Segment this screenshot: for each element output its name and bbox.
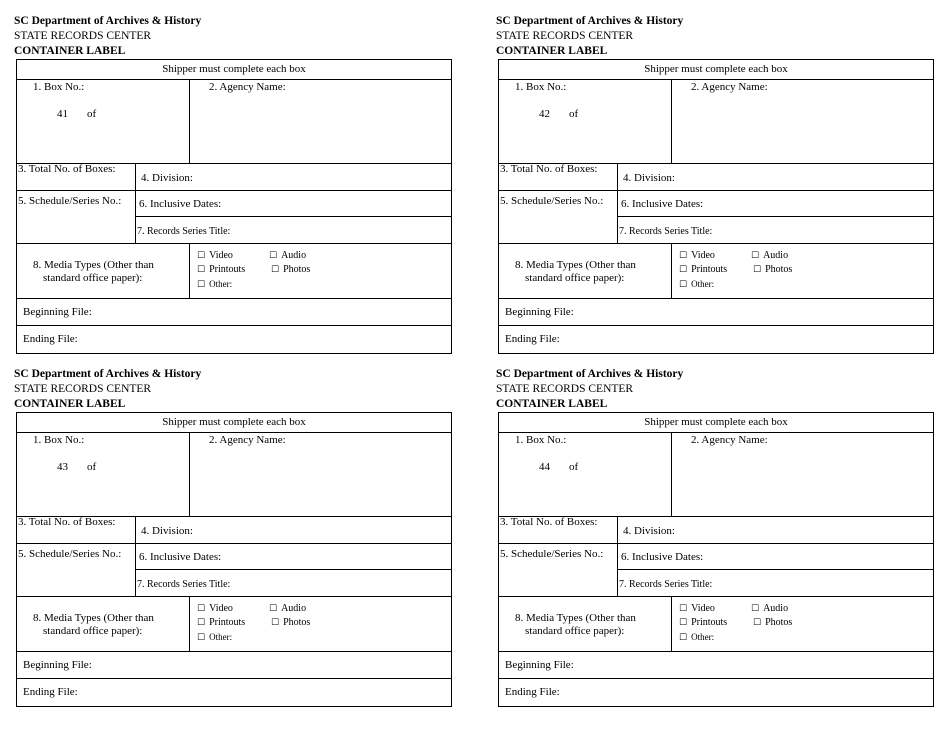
records-center: STATE RECORDS CENTER	[496, 383, 634, 395]
printouts-checkbox[interactable]: ☐ Printouts	[679, 264, 728, 275]
total-boxes-label: 3. Total No. of Boxes:	[18, 163, 116, 175]
box-number-value[interactable]: 44	[539, 461, 550, 473]
checkbox-icon: ☐	[197, 618, 206, 628]
checkbox-icon: ☐	[679, 604, 688, 614]
records-series-title-label: 7. Records Series Title:	[137, 579, 231, 590]
checkbox-icon: ☐	[197, 604, 206, 614]
audio-checkbox[interactable]: ☐ Audio	[751, 250, 789, 261]
schedule-series-label: 5. Schedule/Series No.:	[18, 548, 122, 560]
container-label	[496, 14, 936, 345]
media-types-label-line2: standard office paper):	[43, 272, 143, 284]
department-name: SC Department of Archives & History	[496, 15, 684, 27]
ending-file-label: Ending File:	[23, 686, 78, 698]
other-checkbox[interactable]: ☐ Other:	[197, 632, 233, 643]
media-types-label-line1: 8. Media Types (Other than	[33, 612, 154, 624]
instruction-text: Shipper must complete each box	[644, 63, 788, 75]
agency-name-label: 2. Agency Name:	[209, 81, 286, 93]
instruction-text: Shipper must complete each box	[162, 416, 306, 428]
audio-checkbox[interactable]: ☐ Audio	[751, 603, 789, 614]
checkbox-icon: ☐	[197, 251, 206, 261]
media-types-label-line1: 8. Media Types (Other than	[33, 259, 154, 271]
photos-checkbox[interactable]: ☐ Photos	[753, 264, 793, 275]
media-types-label-line1: 8. Media Types (Other than	[515, 259, 636, 271]
media-types-label-line2: standard office paper):	[525, 272, 625, 284]
checkbox-icon: ☐	[751, 251, 760, 261]
department-name: SC Department of Archives & History	[14, 15, 202, 27]
audio-checkbox[interactable]: ☐ Audio	[269, 603, 307, 614]
checkbox-icon: ☐	[679, 618, 688, 628]
printouts-checkbox[interactable]: ☐ Printouts	[197, 617, 246, 628]
of-label: of	[569, 461, 579, 473]
printouts-checkbox[interactable]: ☐ Printouts	[197, 264, 246, 275]
checkbox-icon: ☐	[271, 618, 280, 628]
ending-file-label: Ending File:	[23, 333, 78, 345]
checkbox-icon: ☐	[753, 618, 762, 628]
photos-checkbox[interactable]: ☐ Photos	[753, 617, 793, 628]
video-checkbox[interactable]: ☐ Video	[197, 250, 233, 261]
video-checkbox[interactable]: ☐ Video	[197, 603, 233, 614]
box-number-value[interactable]: 41	[57, 108, 68, 120]
checkbox-icon: ☐	[679, 265, 688, 275]
records-center: STATE RECORDS CENTER	[496, 30, 634, 42]
agency-name-label: 2. Agency Name:	[691, 81, 768, 93]
division-label: 4. Division:	[141, 172, 193, 184]
other-checkbox[interactable]: ☐ Other:	[679, 279, 715, 290]
checkbox-icon: ☐	[197, 265, 206, 275]
label-title: CONTAINER LABEL	[496, 398, 608, 410]
total-boxes-label: 3. Total No. of Boxes:	[500, 516, 598, 528]
label-form	[498, 412, 934, 707]
checkbox-icon: ☐	[269, 251, 278, 261]
records-series-title-label: 7. Records Series Title:	[619, 579, 713, 590]
schedule-series-label: 5. Schedule/Series No.:	[18, 195, 122, 207]
division-label: 4. Division:	[141, 525, 193, 537]
agency-name-label: 2. Agency Name:	[209, 434, 286, 446]
beginning-file-label: Beginning File:	[23, 659, 92, 671]
ending-file-label: Ending File:	[505, 333, 560, 345]
schedule-series-label: 5. Schedule/Series No.:	[500, 548, 604, 560]
media-types-label-line2: standard office paper):	[43, 625, 143, 637]
media-types-label-line2: standard office paper):	[525, 625, 625, 637]
beginning-file-label: Beginning File:	[23, 306, 92, 318]
inclusive-dates-label: 6. Inclusive Dates:	[139, 198, 222, 210]
instruction-text: Shipper must complete each box	[644, 416, 788, 428]
checkbox-icon: ☐	[271, 265, 280, 275]
video-checkbox[interactable]: ☐ Video	[679, 603, 715, 614]
total-boxes-label: 3. Total No. of Boxes:	[500, 163, 598, 175]
box-no-label: 1. Box No.:	[33, 434, 85, 446]
records-series-title-label: 7. Records Series Title:	[619, 226, 713, 237]
photos-checkbox[interactable]: ☐ Photos	[271, 264, 311, 275]
department-name: SC Department of Archives & History	[496, 368, 684, 380]
beginning-file-label: Beginning File:	[505, 306, 574, 318]
box-no-label: 1. Box No.:	[515, 434, 567, 446]
box-no-label: 1. Box No.:	[515, 81, 567, 93]
label-form	[498, 59, 934, 354]
division-label: 4. Division:	[623, 525, 675, 537]
checkbox-icon: ☐	[679, 633, 688, 643]
of-label: of	[569, 108, 579, 120]
ending-file-label: Ending File:	[505, 686, 560, 698]
records-center: STATE RECORDS CENTER	[14, 383, 152, 395]
video-checkbox[interactable]: ☐ Video	[679, 250, 715, 261]
checkbox-icon: ☐	[679, 251, 688, 261]
total-boxes-label: 3. Total No. of Boxes:	[18, 516, 116, 528]
checkbox-icon: ☐	[269, 604, 278, 614]
container-label	[496, 367, 936, 698]
photos-checkbox[interactable]: ☐ Photos	[271, 617, 311, 628]
checkbox-icon: ☐	[679, 280, 688, 290]
label-title: CONTAINER LABEL	[14, 398, 126, 410]
checkbox-icon: ☐	[753, 265, 762, 275]
container-label	[14, 367, 454, 698]
instruction-text: Shipper must complete each box	[162, 63, 306, 75]
container-label	[14, 14, 454, 345]
box-number-value[interactable]: 42	[539, 108, 550, 120]
agency-name-label: 2. Agency Name:	[691, 434, 768, 446]
box-number-value[interactable]: 43	[57, 461, 68, 473]
checkbox-icon: ☐	[751, 604, 760, 614]
records-center: STATE RECORDS CENTER	[14, 30, 152, 42]
label-form	[16, 412, 452, 707]
other-checkbox[interactable]: ☐ Other:	[197, 279, 233, 290]
label-title: CONTAINER LABEL	[14, 45, 126, 57]
inclusive-dates-label: 6. Inclusive Dates:	[621, 198, 704, 210]
printouts-checkbox[interactable]: ☐ Printouts	[679, 617, 728, 628]
records-series-title-label: 7. Records Series Title:	[137, 226, 231, 237]
label-form	[16, 59, 452, 354]
beginning-file-label: Beginning File:	[505, 659, 574, 671]
checkbox-icon: ☐	[197, 633, 206, 643]
inclusive-dates-label: 6. Inclusive Dates:	[621, 551, 704, 563]
label-title: CONTAINER LABEL	[496, 45, 608, 57]
of-label: of	[87, 108, 97, 120]
media-types-label-line1: 8. Media Types (Other than	[515, 612, 636, 624]
box-no-label: 1. Box No.:	[33, 81, 85, 93]
of-label: of	[87, 461, 97, 473]
audio-checkbox[interactable]: ☐ Audio	[269, 250, 307, 261]
department-name: SC Department of Archives & History	[14, 368, 202, 380]
schedule-series-label: 5. Schedule/Series No.:	[500, 195, 604, 207]
checkbox-icon: ☐	[197, 280, 206, 290]
inclusive-dates-label: 6. Inclusive Dates:	[139, 551, 222, 563]
division-label: 4. Division:	[623, 172, 675, 184]
other-checkbox[interactable]: ☐ Other:	[679, 632, 715, 643]
